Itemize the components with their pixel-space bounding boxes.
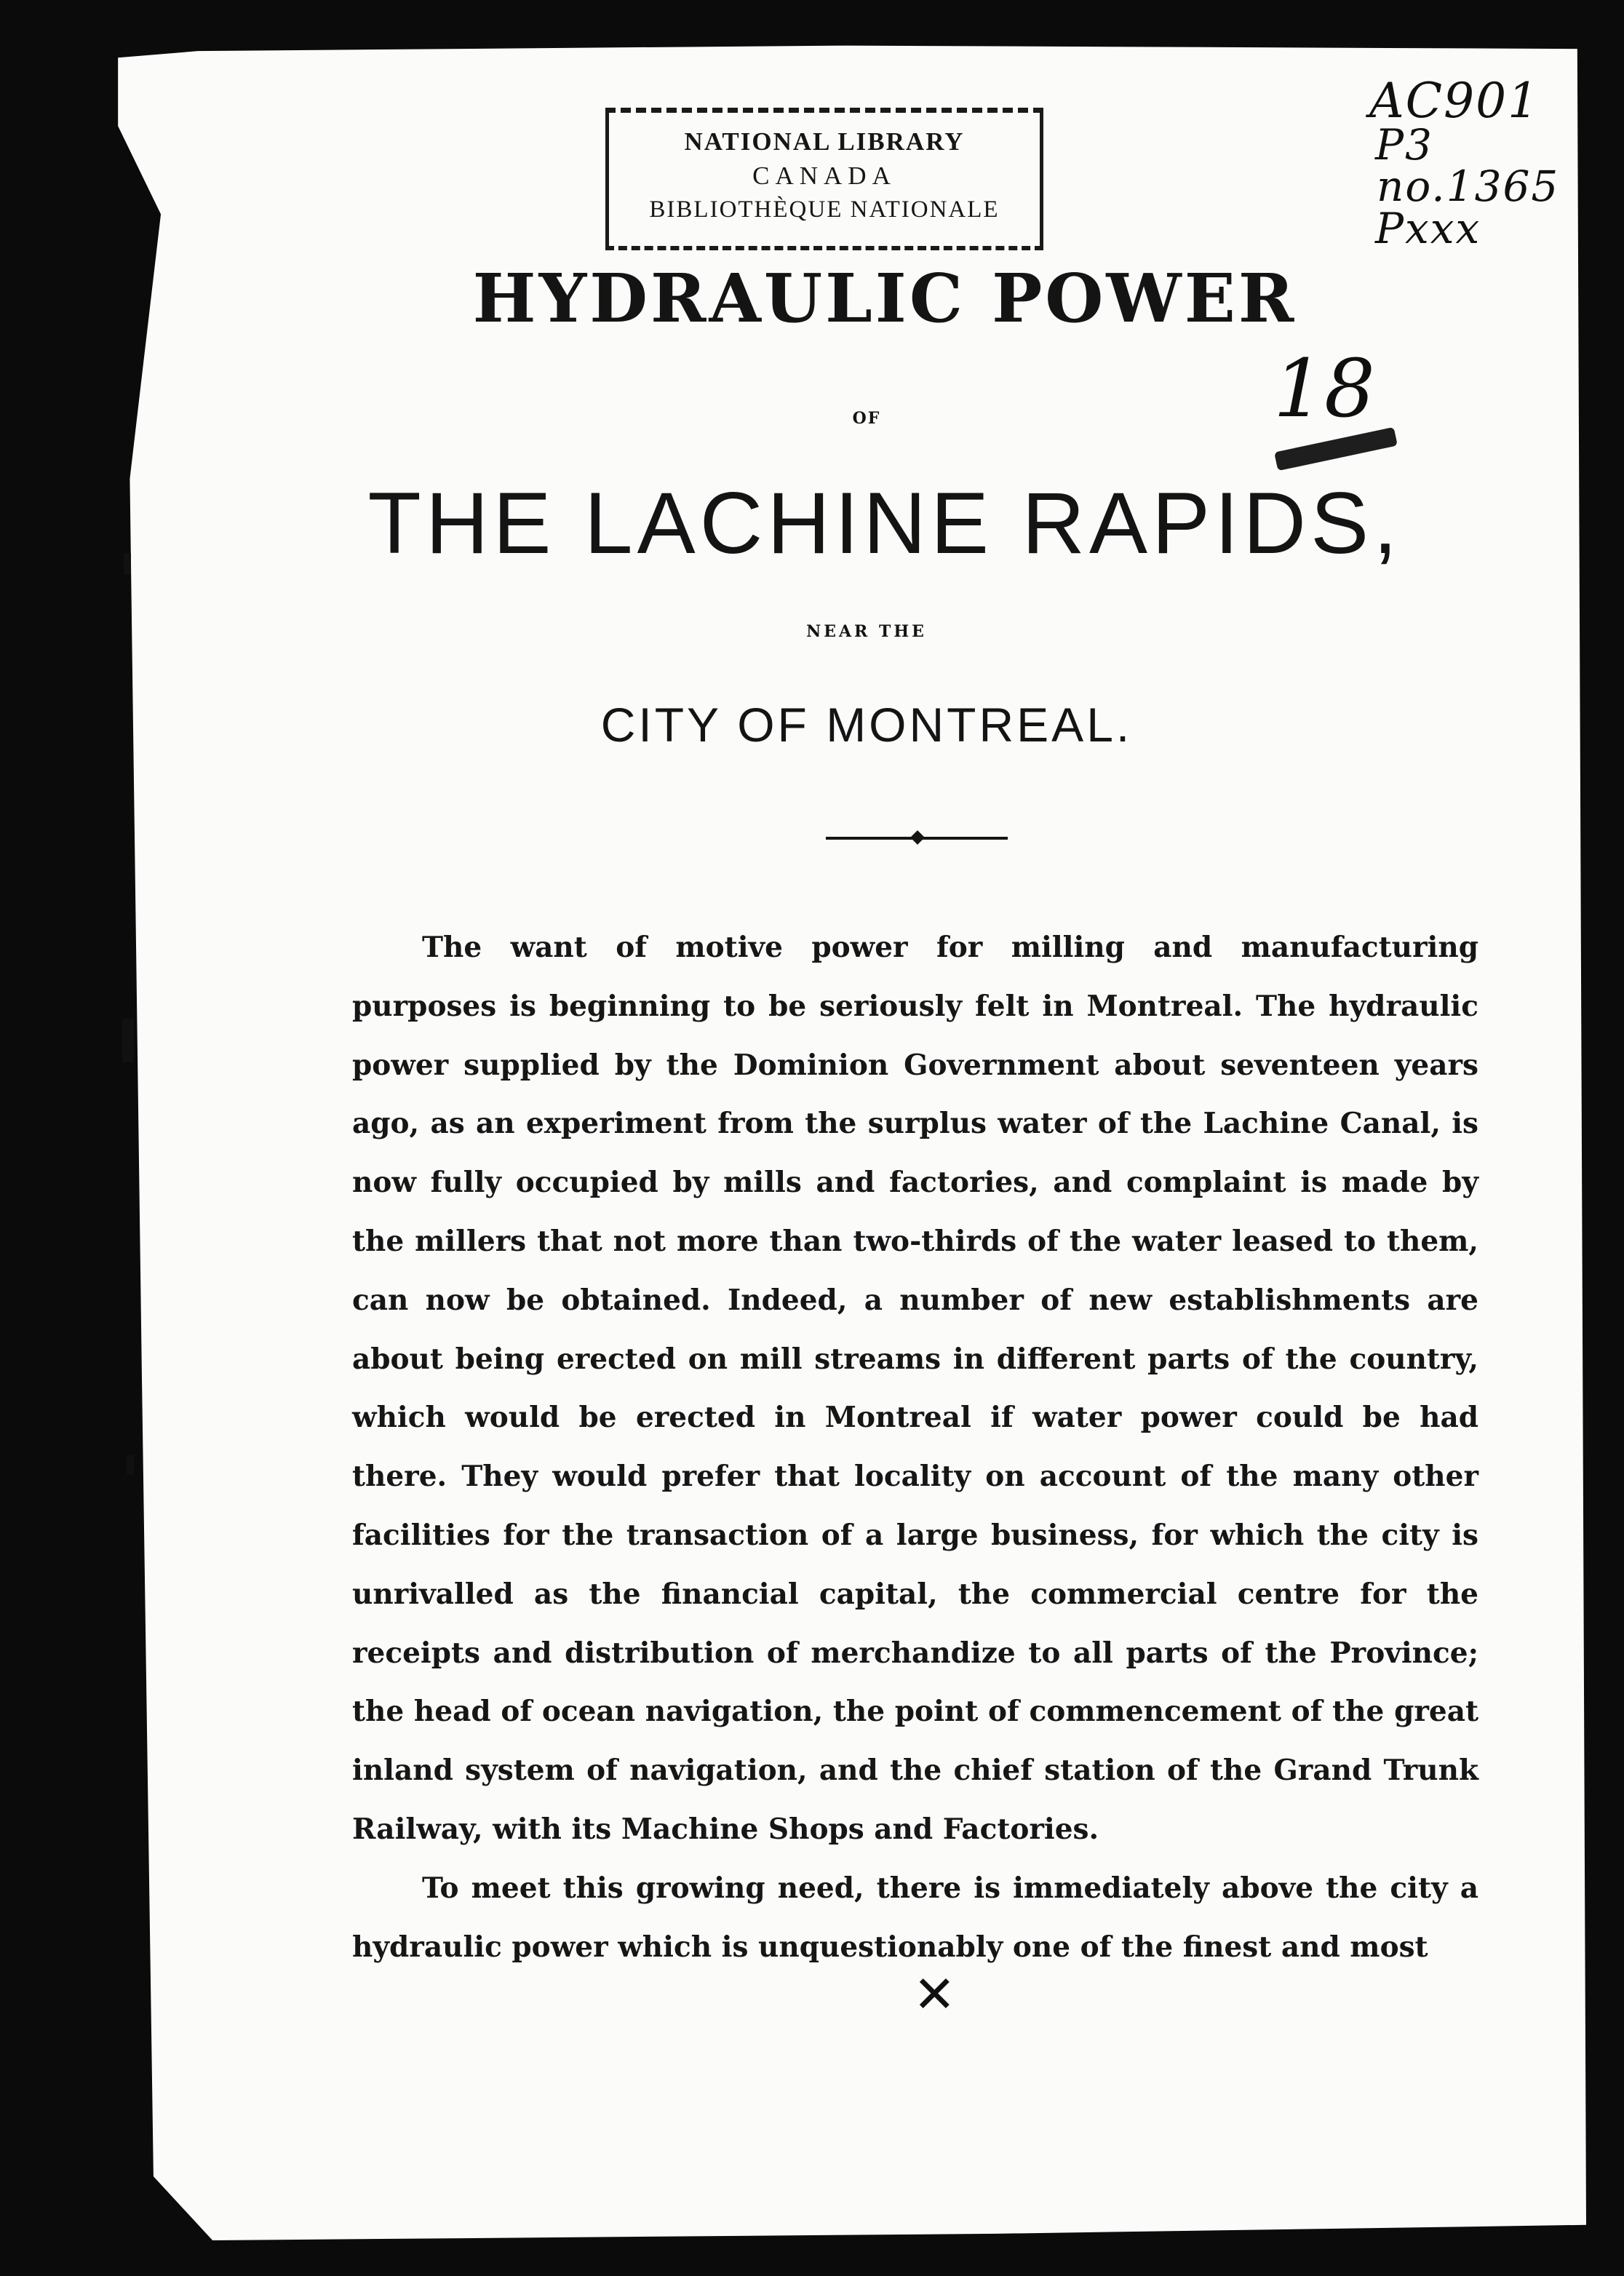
margin-mark — [122, 1019, 134, 1062]
stamp-line-3: BIBLIOTHÈQUE NATIONALE — [649, 196, 1000, 223]
call-number-line-4: Pxxx — [1375, 204, 1481, 253]
title-near: NEAR THE — [806, 622, 927, 641]
paragraph: To meet this growing need, there is immediately above the city a hydraulic power which is unquestionably one of the finest and most — [352, 1871, 1478, 1964]
title-line-3: CITY OF MONTREAL. — [600, 698, 1133, 752]
body-text — [352, 918, 1478, 1976]
ink-specks: ✕ — [913, 1965, 956, 2024]
call-number-line-3: no.1365 — [1377, 162, 1560, 211]
title-of: OF — [852, 409, 881, 428]
title-line-1: HYDRAULIC POWER — [472, 259, 1297, 338]
stamp-line-1: NATIONAL LIBRARY — [684, 127, 965, 156]
paragraph: The want of motive power for milling and manufacturing purposes is beginning to be seriously felt in Montreal. The hydraulic power supplied by the Dominion Government about seventeen years ago, as an experiment from the surplus water of the Lachine Canal, is now fully occupied by mills and factories, and complaint is made by the millers that not more than two-thirds of the water leased to them, can now be obtained. Indeed, a number of new establishments are about being erected on mill streams in different parts of the country, which would be erected in Montreal if water power could be had there. They would prefer that locality on account of the many other facilities for the transaction of a large business, for which the city is unrivalled as the financial capital, the commercial centre for the receipts and distribution of merchandize to all parts of the Province; the head of ocean navigation, the point of commencement of the great inland system of navigation, and the chief station of the Grand Trunk Railway, with its Machine Shops and Factories. — [352, 931, 1478, 1846]
title-line-2: THE LACHINE RAPIDS, — [367, 474, 1402, 572]
stamp-line-2: CANADA — [752, 162, 896, 190]
library-stamp — [605, 108, 1043, 250]
call-number-line-1: AC901 — [1369, 73, 1540, 129]
call-number-line-2: P3 — [1375, 120, 1433, 170]
handwritten-item-number: 18 — [1273, 342, 1375, 435]
margin-mark — [127, 1455, 134, 1474]
